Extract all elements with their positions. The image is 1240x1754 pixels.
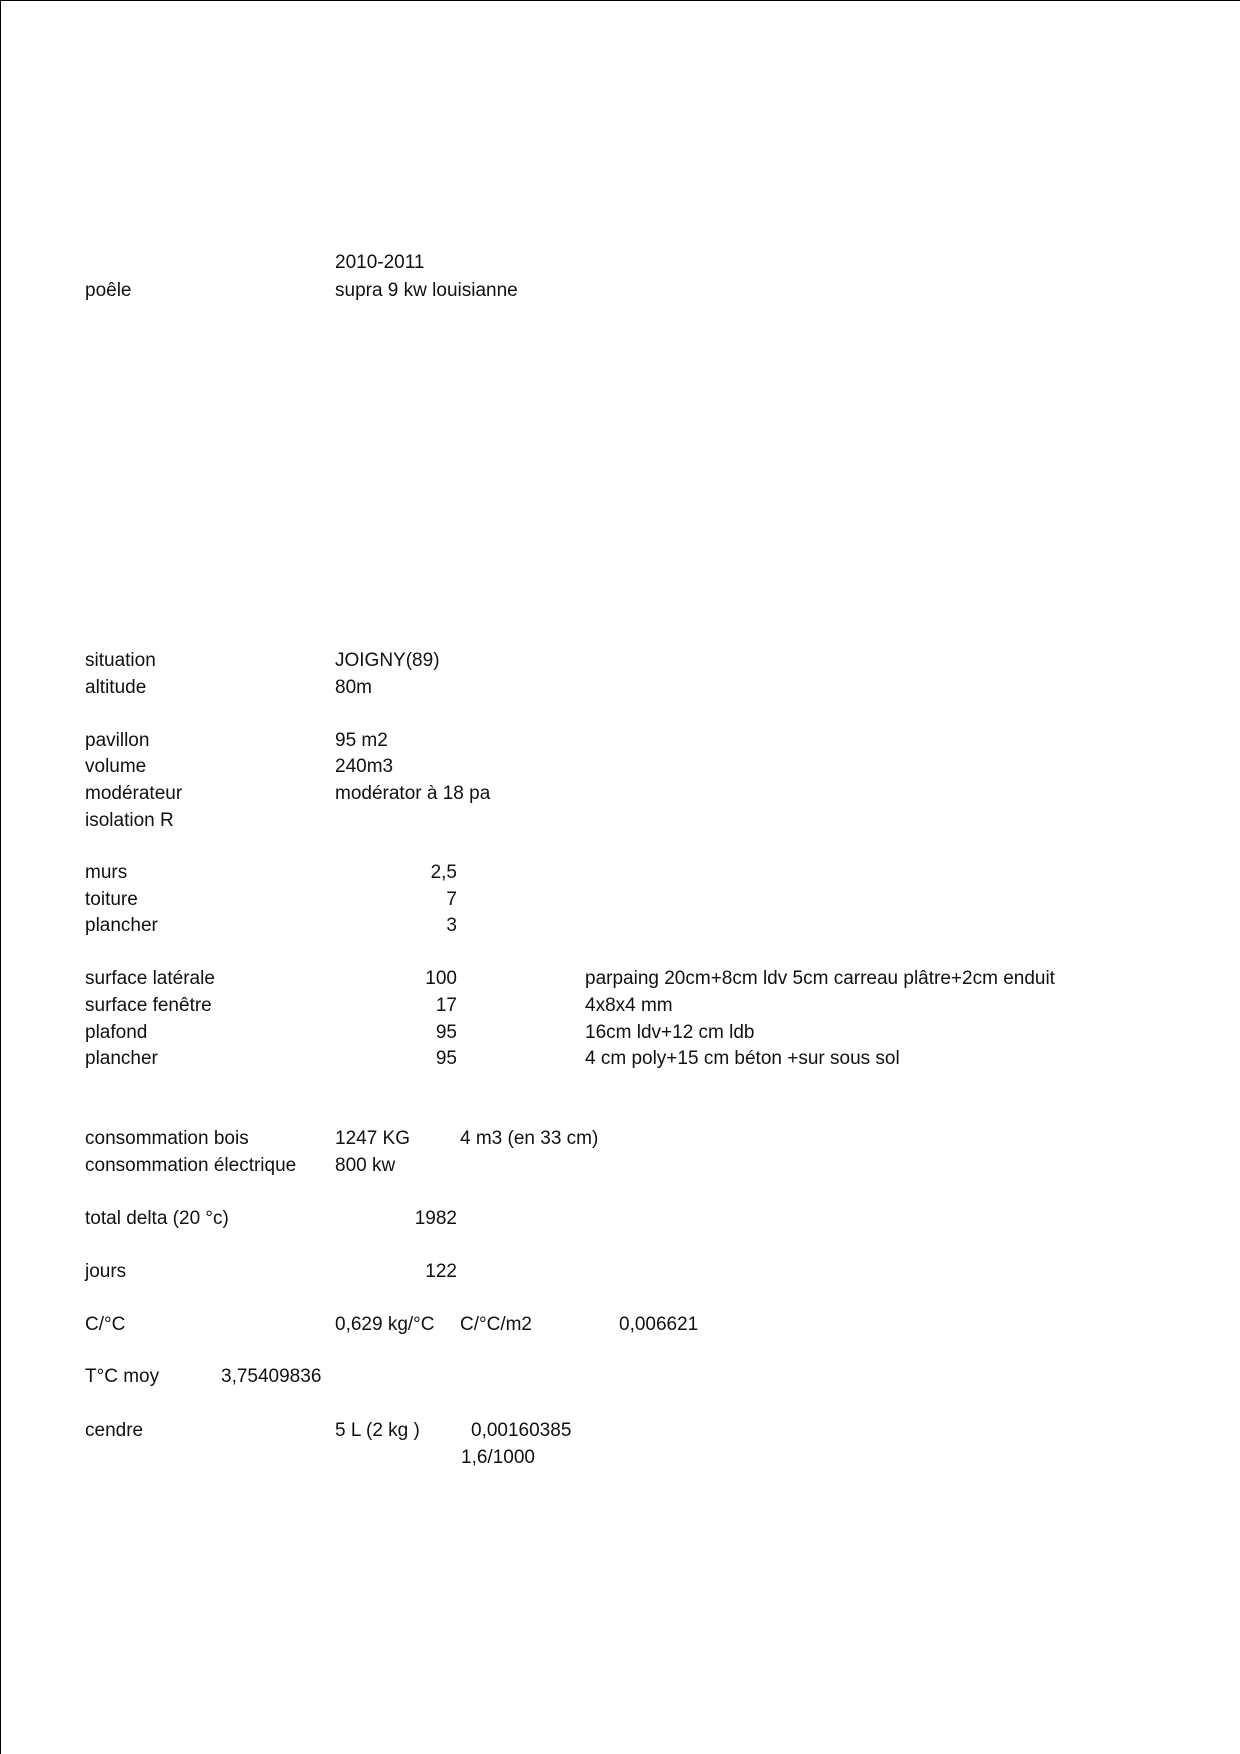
surface-label: plancher (85, 1048, 158, 1069)
insulation-value: 7 (446, 889, 457, 910)
surface-note: parpaing 20cm+8cm ldv 5cm carreau plâtre+2cm enduit (585, 968, 1055, 989)
moderateur-label: modérateur (85, 783, 183, 804)
wood-consumption-value: 1247 KG (335, 1128, 410, 1149)
c-value: 0,629 kg/°C (335, 1314, 435, 1335)
surface-label: plafond (85, 1022, 148, 1043)
surface-value: 95 (435, 1022, 457, 1043)
days-label: jours (85, 1261, 127, 1282)
ash-fraction: 1,6/1000 (461, 1447, 535, 1468)
moderateur-value: modérator à 18 pa (335, 783, 491, 804)
delta-label: total delta (20 °c) (85, 1208, 229, 1229)
season: 2010-2011 (335, 252, 425, 273)
ash-label: cendre (85, 1420, 144, 1441)
ash-ratio: 0,00160385 (471, 1420, 572, 1441)
c-label: C/°C (85, 1314, 126, 1335)
surface-value: 95 (435, 1048, 457, 1069)
insulation-label: murs (85, 862, 128, 883)
cm2-value: 0,006621 (619, 1314, 699, 1335)
altitude-label: altitude (85, 677, 147, 698)
surface-value: 17 (435, 995, 457, 1016)
tmoy-value: 3,75409836 (221, 1366, 322, 1387)
situation-label: situation (85, 650, 156, 671)
stove-value: supra 9 kw louisianne (335, 280, 518, 301)
elec-consumption-value: 800 kw (335, 1155, 396, 1176)
days-value: 122 (425, 1261, 457, 1282)
insulation-value: 2,5 (430, 862, 457, 883)
volume-value: 240m3 (335, 756, 394, 777)
surface-label: surface latérale (85, 968, 215, 989)
altitude-value: 80m (335, 677, 372, 698)
insulation-value: 3 (446, 915, 457, 936)
elec-consumption-label: consommation électrique (85, 1155, 297, 1176)
surface-note: 16cm ldv+12 cm ldb (585, 1022, 755, 1043)
insulation-label: plancher (85, 915, 158, 936)
cm2-label: C/°C/m2 (460, 1314, 532, 1335)
surface-value: 100 (425, 968, 457, 989)
delta-value: 1982 (414, 1208, 457, 1229)
surface-note: 4 cm poly+15 cm béton +sur sous sol (585, 1048, 900, 1069)
pavillon-label: pavillon (85, 730, 150, 751)
wood-volume: 4 m3 (en 33 cm) (460, 1128, 599, 1149)
tmoy-label: T°C moy (85, 1366, 160, 1387)
isolation-label: isolation R (85, 810, 174, 831)
surface-note: 4x8x4 mm (585, 995, 673, 1016)
situation-value: JOIGNY(89) (335, 650, 440, 671)
surface-label: surface fenêtre (85, 995, 212, 1016)
ash-value: 5 L (2 kg ) (335, 1420, 420, 1441)
pavillon-value: 95 m2 (335, 730, 388, 751)
insulation-label: toiture (85, 889, 138, 910)
stove-label: poêle (85, 280, 132, 301)
volume-label: volume (85, 756, 147, 777)
wood-consumption-label: consommation bois (85, 1128, 249, 1149)
